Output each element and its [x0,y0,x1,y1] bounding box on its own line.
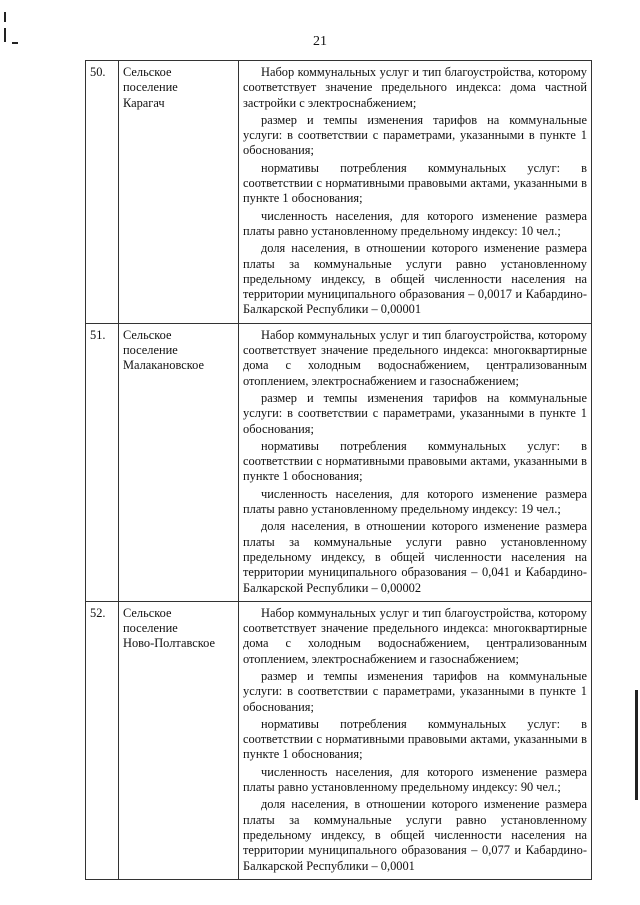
table-row [86,601,592,879]
description-paragraph: численность населения, для которого изменение размера платы равно установленному предельному индексу: 90 чел.; [243,764,587,795]
settlements-table [85,60,592,880]
settlement-name-line: Сельское [123,605,172,620]
settlement-name-line: Сельское [123,327,172,342]
description-paragraph: нормативы потребления коммунальных услуг: в соответствии с нормативными правовыми актами, указанными в пункте 1 обоснования; [243,160,587,206]
settlement-name-line: поселение [123,343,178,358]
description-paragraph: нормативы потребления коммунальных услуг: в соответствии с нормативными правовыми актами, указанными в пункте 1 обоснования; [243,716,587,762]
settlement-name-line: Малакановское [123,358,204,373]
scan-artifact [635,690,638,800]
description-paragraph: размер и темпы изменения тарифов на коммунальные услуги: в соответствии с параметрами, указанными в пункте 1 обоснования; [243,668,587,714]
description-paragraph: Набор коммунальных услуг и тип благоустройства, которому соответствует значение предельного индекса: многоквартирные дома с холодным водоснабжением, централизованным отоплением, электроснабжением и газоснабжением; [243,605,587,666]
row-number: 51. [86,323,119,601]
table-row [86,61,592,324]
page-number: 21 [313,34,327,49]
settlement-description [239,601,592,879]
description-paragraph: размер и темпы изменения тарифов на коммунальные услуги: в соответствии с параметрами, указанными в пункте 1 обоснования; [243,390,587,436]
settlement-name-line: поселение [123,80,178,95]
settlement-name [119,323,239,601]
description-paragraph: доля населения, в отношении которого изменение размера платы за коммунальные услуги равно установленному предельному индексу, в общей численности населения на территории муниципального образования – 0,041 и Кабардино-Балкарской Республики – 0,00002 [243,519,587,595]
description-paragraph: численность населения, для которого изменение размера платы равно установленному предельному индексу: 10 чел.; [243,208,587,238]
settlement-name-line: поселение [123,621,178,636]
settlement-name-line: Карагач [123,95,165,110]
description-paragraph: доля населения, в отношении которого изменение размера платы за коммунальные услуги равно установленному предельному индексу, в общей численности населения на территории муниципального образования – 0,0017 и Кабардино-Балкарской Республики – 0,00001 [243,241,587,317]
description-paragraph: доля населения, в отношении которого изменение размера платы за коммунальные услуги равно установленному предельному индексу, в общей численности населения на территории муниципального образования – 0,077 и Кабардино-Балкарской Республики – 0,0001 [243,797,587,873]
description-paragraph: нормативы потребления коммунальных услуг: в соответствии с нормативными правовыми актами, указанными в пункте 1 обоснования; [243,438,587,484]
description-paragraph: размер и темпы изменения тарифов на коммунальные услуги: в соответствии с параметрами, указанными в пункте 1 обоснования; [243,112,587,158]
table-row [86,323,592,601]
settlement-name [119,601,239,879]
scan-artifact [4,12,6,22]
description-paragraph: Набор коммунальных услуг и тип благоустройства, которому соответствует значение предельного индекса: дома частной застройки с электроснабжением; [243,65,587,110]
settlement-description [239,323,592,601]
row-number: 50. [86,61,119,324]
description-paragraph: численность населения, для которого изменение размера платы равно установленному предельному индексу: 19 чел.; [243,486,587,517]
settlement-name-line: Сельское [123,65,172,79]
settlement-name-line: Ново-Полтавское [123,636,215,651]
settlement-description [239,61,592,324]
settlement-name [119,61,239,324]
description-paragraph: Набор коммунальных услуг и тип благоустройства, которому соответствует значение предельного индекса: многоквартирные дома с холодным водоснабжением, централизованным отоплением, электроснабжением и газоснабжением; [243,327,587,388]
row-number: 52. [86,601,119,879]
